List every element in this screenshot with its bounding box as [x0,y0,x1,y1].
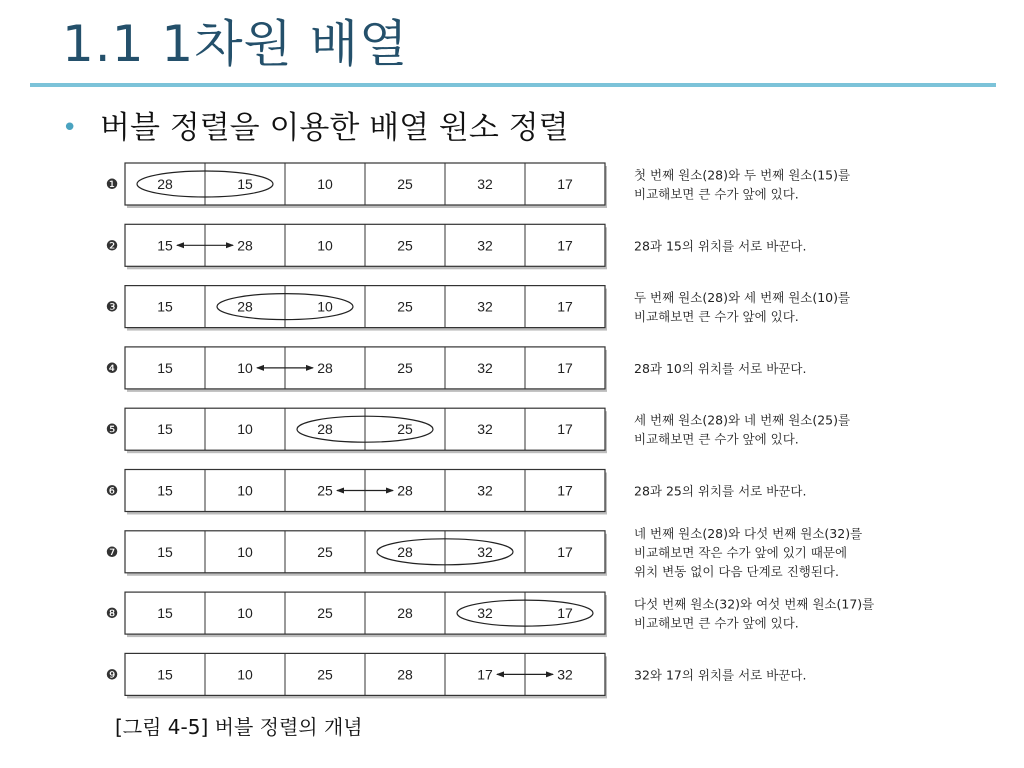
cell-value: 25 [317,666,333,683]
cell-value: 15 [237,176,253,192]
step-marker: ❽ [105,606,119,623]
cell-value: 15 [157,605,173,622]
step-note: 28과 10의 위치를 서로 바꾼다. [634,360,807,376]
cell-value: 15 [157,543,173,560]
step-note: 첫 번째 원소(28)와 두 번째 원소(15)를 [634,167,851,183]
cell-value: 28 [317,359,333,376]
cell-value: 15 [157,421,173,438]
step-note: 다섯 번째 원소(32)와 여섯 번째 원소(17)를 [634,596,875,612]
cell-value: 25 [397,237,413,254]
cell-value: 15 [157,482,173,499]
cell-value: 17 [557,482,573,499]
cell-value: 28 [317,421,333,438]
step-note: 두 번째 원소(28)와 세 번째 원소(10)를 [634,290,851,306]
cell-value: 28 [397,605,413,622]
cell-value: 28 [397,543,413,560]
step-note: 32와 17의 위치를 서로 바꾼다. [634,667,807,683]
cell-value: 25 [317,605,333,622]
cell-value: 17 [557,543,573,560]
cell-value: 17 [557,237,573,254]
cell-value: 10 [317,176,333,192]
step-marker: ❹ [105,360,119,377]
bullet-icon: • [62,113,78,143]
step-note: 비교해보면 큰 수가 앞에 있다. [634,186,799,202]
step-note: 위치 변동 없이 다음 단계로 진행된다. [634,563,839,579]
cell-value: 10 [317,237,333,254]
cell-value: 28 [237,237,253,254]
cell-value: 15 [157,666,173,683]
cell-value: 10 [237,666,253,683]
cell-value: 10 [237,359,253,376]
cell-value: 17 [557,421,573,438]
step-note: 네 번째 원소(28)와 다섯 번째 원소(32)를 [634,525,863,541]
cell-value: 17 [557,605,573,622]
step-marker: ❷ [105,238,119,255]
cell-value: 32 [477,543,493,560]
cell-value: 25 [317,543,333,560]
step-note: 28과 15의 위치를 서로 바꾼다. [634,238,807,254]
cell-value: 25 [317,482,333,499]
cell-value: 10 [237,482,253,499]
cell-value: 32 [477,421,493,438]
slide-title: 1.1 1차원 배열 [62,15,409,73]
cell-value: 32 [477,298,493,315]
cell-value: 10 [317,298,333,315]
cell-value: 10 [237,543,253,560]
step-marker: ❾ [105,667,119,684]
cell-value: 17 [557,176,573,192]
cell-value: 32 [477,237,493,254]
step-marker: ❼ [105,544,119,561]
bullet-text: 버블 정렬을 이용한 배열 원소 정렬 [100,110,569,146]
step-marker: ❺ [105,422,119,439]
cell-value: 15 [157,237,173,254]
step-note: 비교해보면 작은 수가 앞에 있기 때문에 [634,544,848,560]
cell-value: 28 [397,482,413,499]
figure-caption: [그림 4-5] 버블 정렬의 개념 [115,715,363,739]
cell-value: 32 [477,482,493,499]
cell-value: 32 [477,359,493,376]
cell-value: 32 [477,605,493,622]
cell-value: 28 [397,666,413,683]
cell-value: 17 [557,298,573,315]
step-marker: ❻ [105,483,119,500]
step-note: 세 번째 원소(28)와 네 번째 원소(25)를 [634,412,851,428]
cell-value: 10 [237,605,253,622]
step-note: 비교해보면 큰 수가 앞에 있다. [634,615,799,631]
step-note: 비교해보면 큰 수가 앞에 있다. [634,309,799,325]
cell-value: 25 [397,421,413,438]
cell-value: 17 [477,666,493,683]
cell-value: 25 [397,298,413,315]
step-note: 28과 25의 위치를 서로 바꾼다. [634,483,807,499]
cell-value: 32 [477,176,493,192]
cell-value: 25 [397,359,413,376]
cell-value: 28 [237,298,253,315]
cell-value: 10 [237,421,253,438]
step-marker: ❶ [105,177,119,193]
cell-value: 25 [397,176,413,192]
cell-value: 15 [157,298,173,315]
cell-value: 32 [557,666,573,683]
step-marker: ❸ [105,299,119,316]
cell-value: 17 [557,359,573,376]
cell-value: 15 [157,359,173,376]
step-note: 비교해보면 큰 수가 앞에 있다. [634,431,799,447]
cell-value: 28 [157,176,173,192]
